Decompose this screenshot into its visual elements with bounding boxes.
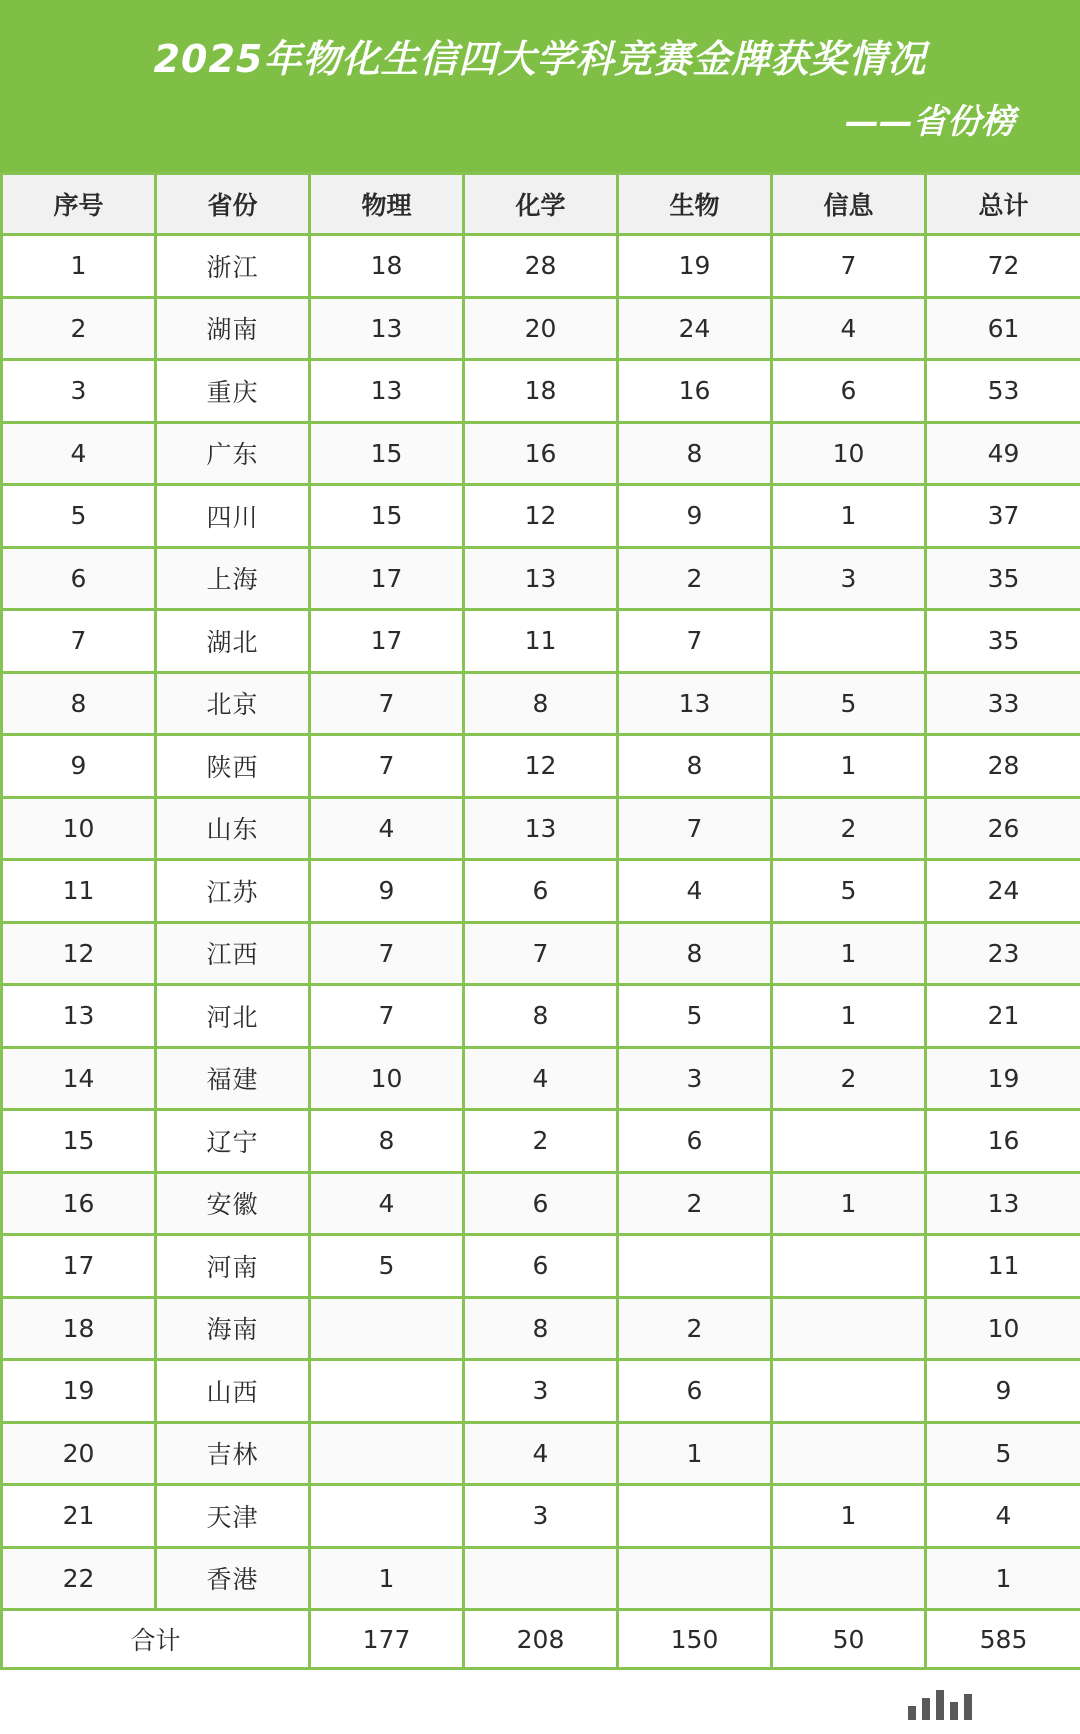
rank-cell: 21 — [2, 1485, 156, 1548]
total-row — [2, 1610, 1080, 1669]
rank-cell: 4 — [2, 422, 156, 485]
province-cell: 湖北 — [156, 610, 310, 673]
count-cell: 8 — [464, 985, 618, 1048]
count-cell: 4 — [926, 1485, 1080, 1548]
table-row — [2, 922, 1080, 985]
medal-table — [0, 172, 1080, 1670]
rank-cell: 6 — [2, 547, 156, 610]
count-cell: 13 — [618, 672, 772, 735]
count-cell: 16 — [618, 360, 772, 423]
count-cell: 4 — [310, 797, 464, 860]
count-cell: 2 — [464, 1110, 618, 1173]
count-cell: 9 — [926, 1360, 1080, 1423]
count-cell: 24 — [618, 297, 772, 360]
table-row — [2, 1110, 1080, 1173]
table-row — [2, 1360, 1080, 1423]
count-cell: 7 — [618, 797, 772, 860]
count-cell: 15 — [310, 422, 464, 485]
table-row — [2, 1547, 1080, 1610]
province-cell: 香港 — [156, 1547, 310, 1610]
table-row — [2, 485, 1080, 548]
count-cell: 2 — [618, 547, 772, 610]
province-cell: 江西 — [156, 922, 310, 985]
count-cell: 20 — [464, 297, 618, 360]
table-row — [2, 547, 1080, 610]
count-cell: 6 — [772, 360, 926, 423]
count-cell: 3 — [464, 1360, 618, 1423]
count-cell: 17 — [310, 547, 464, 610]
count-cell: 2 — [772, 1047, 926, 1110]
count-cell: 7 — [772, 235, 926, 298]
total-cell: 208 — [464, 1610, 618, 1669]
rank-cell: 17 — [2, 1235, 156, 1298]
rank-cell: 2 — [2, 297, 156, 360]
count-cell — [772, 1547, 926, 1610]
rank-cell: 10 — [2, 797, 156, 860]
count-cell — [618, 1485, 772, 1548]
watermark-bars-icon — [908, 1690, 1058, 1720]
count-cell: 23 — [926, 922, 1080, 985]
province-cell: 北京 — [156, 672, 310, 735]
total-cell: 177 — [310, 1610, 464, 1669]
count-cell: 9 — [618, 485, 772, 548]
count-cell — [772, 1110, 926, 1173]
count-cell: 8 — [618, 735, 772, 798]
count-cell: 4 — [464, 1422, 618, 1485]
rank-cell: 11 — [2, 860, 156, 923]
count-cell: 8 — [464, 672, 618, 735]
province-cell: 湖南 — [156, 297, 310, 360]
table-row — [2, 610, 1080, 673]
count-cell: 1 — [310, 1547, 464, 1610]
count-cell: 1 — [618, 1422, 772, 1485]
count-cell: 16 — [464, 422, 618, 485]
count-cell — [310, 1297, 464, 1360]
rank-cell: 8 — [2, 672, 156, 735]
column-header: 物理 — [310, 174, 464, 235]
table-row — [2, 1297, 1080, 1360]
count-cell: 3 — [772, 547, 926, 610]
province-cell: 海南 — [156, 1297, 310, 1360]
count-cell: 35 — [926, 547, 1080, 610]
province-cell: 山东 — [156, 797, 310, 860]
table-header-row — [2, 174, 1080, 235]
table-row — [2, 360, 1080, 423]
table-row — [2, 672, 1080, 735]
table-row — [2, 985, 1080, 1048]
count-cell: 61 — [926, 297, 1080, 360]
count-cell: 33 — [926, 672, 1080, 735]
count-cell: 4 — [618, 860, 772, 923]
count-cell — [618, 1547, 772, 1610]
count-cell — [464, 1547, 618, 1610]
count-cell: 6 — [618, 1360, 772, 1423]
count-cell: 1 — [926, 1547, 1080, 1610]
count-cell: 1 — [772, 735, 926, 798]
count-cell: 8 — [310, 1110, 464, 1173]
count-cell: 5 — [772, 672, 926, 735]
count-cell — [772, 1297, 926, 1360]
rank-cell: 16 — [2, 1172, 156, 1235]
count-cell: 7 — [310, 922, 464, 985]
rank-cell: 3 — [2, 360, 156, 423]
count-cell: 3 — [618, 1047, 772, 1110]
count-cell: 1 — [772, 922, 926, 985]
count-cell: 18 — [310, 235, 464, 298]
column-header: 省份 — [156, 174, 310, 235]
count-cell: 4 — [464, 1047, 618, 1110]
province-cell: 浙江 — [156, 235, 310, 298]
count-cell: 28 — [926, 735, 1080, 798]
count-cell: 1 — [772, 1485, 926, 1548]
count-cell: 18 — [464, 360, 618, 423]
count-cell: 24 — [926, 860, 1080, 923]
province-cell: 天津 — [156, 1485, 310, 1548]
count-cell: 16 — [926, 1110, 1080, 1173]
province-cell: 辽宁 — [156, 1110, 310, 1173]
count-cell: 5 — [618, 985, 772, 1048]
province-cell: 江苏 — [156, 860, 310, 923]
total-cell: 585 — [926, 1610, 1080, 1669]
page-subtitle: ——省份榜 — [845, 102, 1015, 142]
count-cell — [310, 1422, 464, 1485]
count-cell: 7 — [464, 922, 618, 985]
count-cell: 4 — [310, 1172, 464, 1235]
count-cell: 6 — [464, 1172, 618, 1235]
count-cell: 8 — [618, 922, 772, 985]
column-header: 总计 — [926, 174, 1080, 235]
rank-cell: 5 — [2, 485, 156, 548]
rank-cell: 12 — [2, 922, 156, 985]
count-cell: 7 — [310, 985, 464, 1048]
count-cell: 4 — [772, 297, 926, 360]
table-row — [2, 422, 1080, 485]
rank-cell: 1 — [2, 235, 156, 298]
column-header: 化学 — [464, 174, 618, 235]
count-cell: 26 — [926, 797, 1080, 860]
count-cell: 2 — [618, 1297, 772, 1360]
table-row — [2, 1235, 1080, 1298]
count-cell: 9 — [310, 860, 464, 923]
count-cell: 1 — [772, 1172, 926, 1235]
rank-cell: 7 — [2, 610, 156, 673]
count-cell: 15 — [310, 485, 464, 548]
count-cell: 72 — [926, 235, 1080, 298]
rank-cell: 13 — [2, 985, 156, 1048]
count-cell: 13 — [464, 547, 618, 610]
province-cell: 福建 — [156, 1047, 310, 1110]
province-cell: 广东 — [156, 422, 310, 485]
column-header: 生物 — [618, 174, 772, 235]
count-cell: 37 — [926, 485, 1080, 548]
count-cell — [772, 1360, 926, 1423]
title-banner — [0, 0, 1080, 172]
table-row — [2, 1172, 1080, 1235]
count-cell: 12 — [464, 735, 618, 798]
table-row — [2, 1485, 1080, 1548]
count-cell: 5 — [926, 1422, 1080, 1485]
count-cell: 11 — [464, 610, 618, 673]
count-cell: 3 — [464, 1485, 618, 1548]
count-cell: 10 — [772, 422, 926, 485]
province-cell: 陕西 — [156, 735, 310, 798]
count-cell: 6 — [464, 860, 618, 923]
count-cell: 5 — [310, 1235, 464, 1298]
table-row — [2, 1047, 1080, 1110]
total-label: 合计 — [2, 1610, 310, 1669]
table-row — [2, 735, 1080, 798]
rank-cell: 15 — [2, 1110, 156, 1173]
count-cell: 13 — [464, 797, 618, 860]
table-row — [2, 1422, 1080, 1485]
count-cell: 28 — [464, 235, 618, 298]
province-cell: 河北 — [156, 985, 310, 1048]
column-header: 序号 — [2, 174, 156, 235]
count-cell: 35 — [926, 610, 1080, 673]
table-row — [2, 860, 1080, 923]
table-row — [2, 235, 1080, 298]
count-cell: 13 — [926, 1172, 1080, 1235]
rank-cell: 20 — [2, 1422, 156, 1485]
rank-cell: 9 — [2, 735, 156, 798]
page-title: 2025年物化生信四大学科竞赛金牌获奖情况 — [153, 37, 927, 81]
column-header: 信息 — [772, 174, 926, 235]
count-cell: 7 — [310, 735, 464, 798]
count-cell: 2 — [618, 1172, 772, 1235]
province-cell: 吉林 — [156, 1422, 310, 1485]
rank-cell: 18 — [2, 1297, 156, 1360]
province-cell: 山西 — [156, 1360, 310, 1423]
count-cell: 13 — [310, 360, 464, 423]
count-cell: 17 — [310, 610, 464, 673]
count-cell: 2 — [772, 797, 926, 860]
count-cell: 11 — [926, 1235, 1080, 1298]
count-cell: 12 — [464, 485, 618, 548]
count-cell — [772, 610, 926, 673]
province-cell: 四川 — [156, 485, 310, 548]
rank-cell: 14 — [2, 1047, 156, 1110]
count-cell: 8 — [464, 1297, 618, 1360]
count-cell: 7 — [618, 610, 772, 673]
count-cell — [772, 1422, 926, 1485]
rank-cell: 19 — [2, 1360, 156, 1423]
province-cell: 安徽 — [156, 1172, 310, 1235]
count-cell: 10 — [926, 1297, 1080, 1360]
count-cell: 10 — [310, 1047, 464, 1110]
total-cell: 50 — [772, 1610, 926, 1669]
count-cell — [772, 1235, 926, 1298]
total-cell: 150 — [618, 1610, 772, 1669]
count-cell: 8 — [618, 422, 772, 485]
count-cell: 6 — [618, 1110, 772, 1173]
count-cell: 7 — [310, 672, 464, 735]
count-cell: 13 — [310, 297, 464, 360]
table-row — [2, 297, 1080, 360]
count-cell: 5 — [772, 860, 926, 923]
province-cell: 上海 — [156, 547, 310, 610]
province-cell: 重庆 — [156, 360, 310, 423]
count-cell — [310, 1360, 464, 1423]
table-row — [2, 797, 1080, 860]
count-cell — [618, 1235, 772, 1298]
count-cell: 1 — [772, 985, 926, 1048]
count-cell: 19 — [618, 235, 772, 298]
rank-cell: 22 — [2, 1547, 156, 1610]
province-cell: 河南 — [156, 1235, 310, 1298]
count-cell: 21 — [926, 985, 1080, 1048]
count-cell: 49 — [926, 422, 1080, 485]
count-cell — [310, 1485, 464, 1548]
count-cell: 1 — [772, 485, 926, 548]
count-cell: 19 — [926, 1047, 1080, 1110]
count-cell: 53 — [926, 360, 1080, 423]
count-cell: 6 — [464, 1235, 618, 1298]
